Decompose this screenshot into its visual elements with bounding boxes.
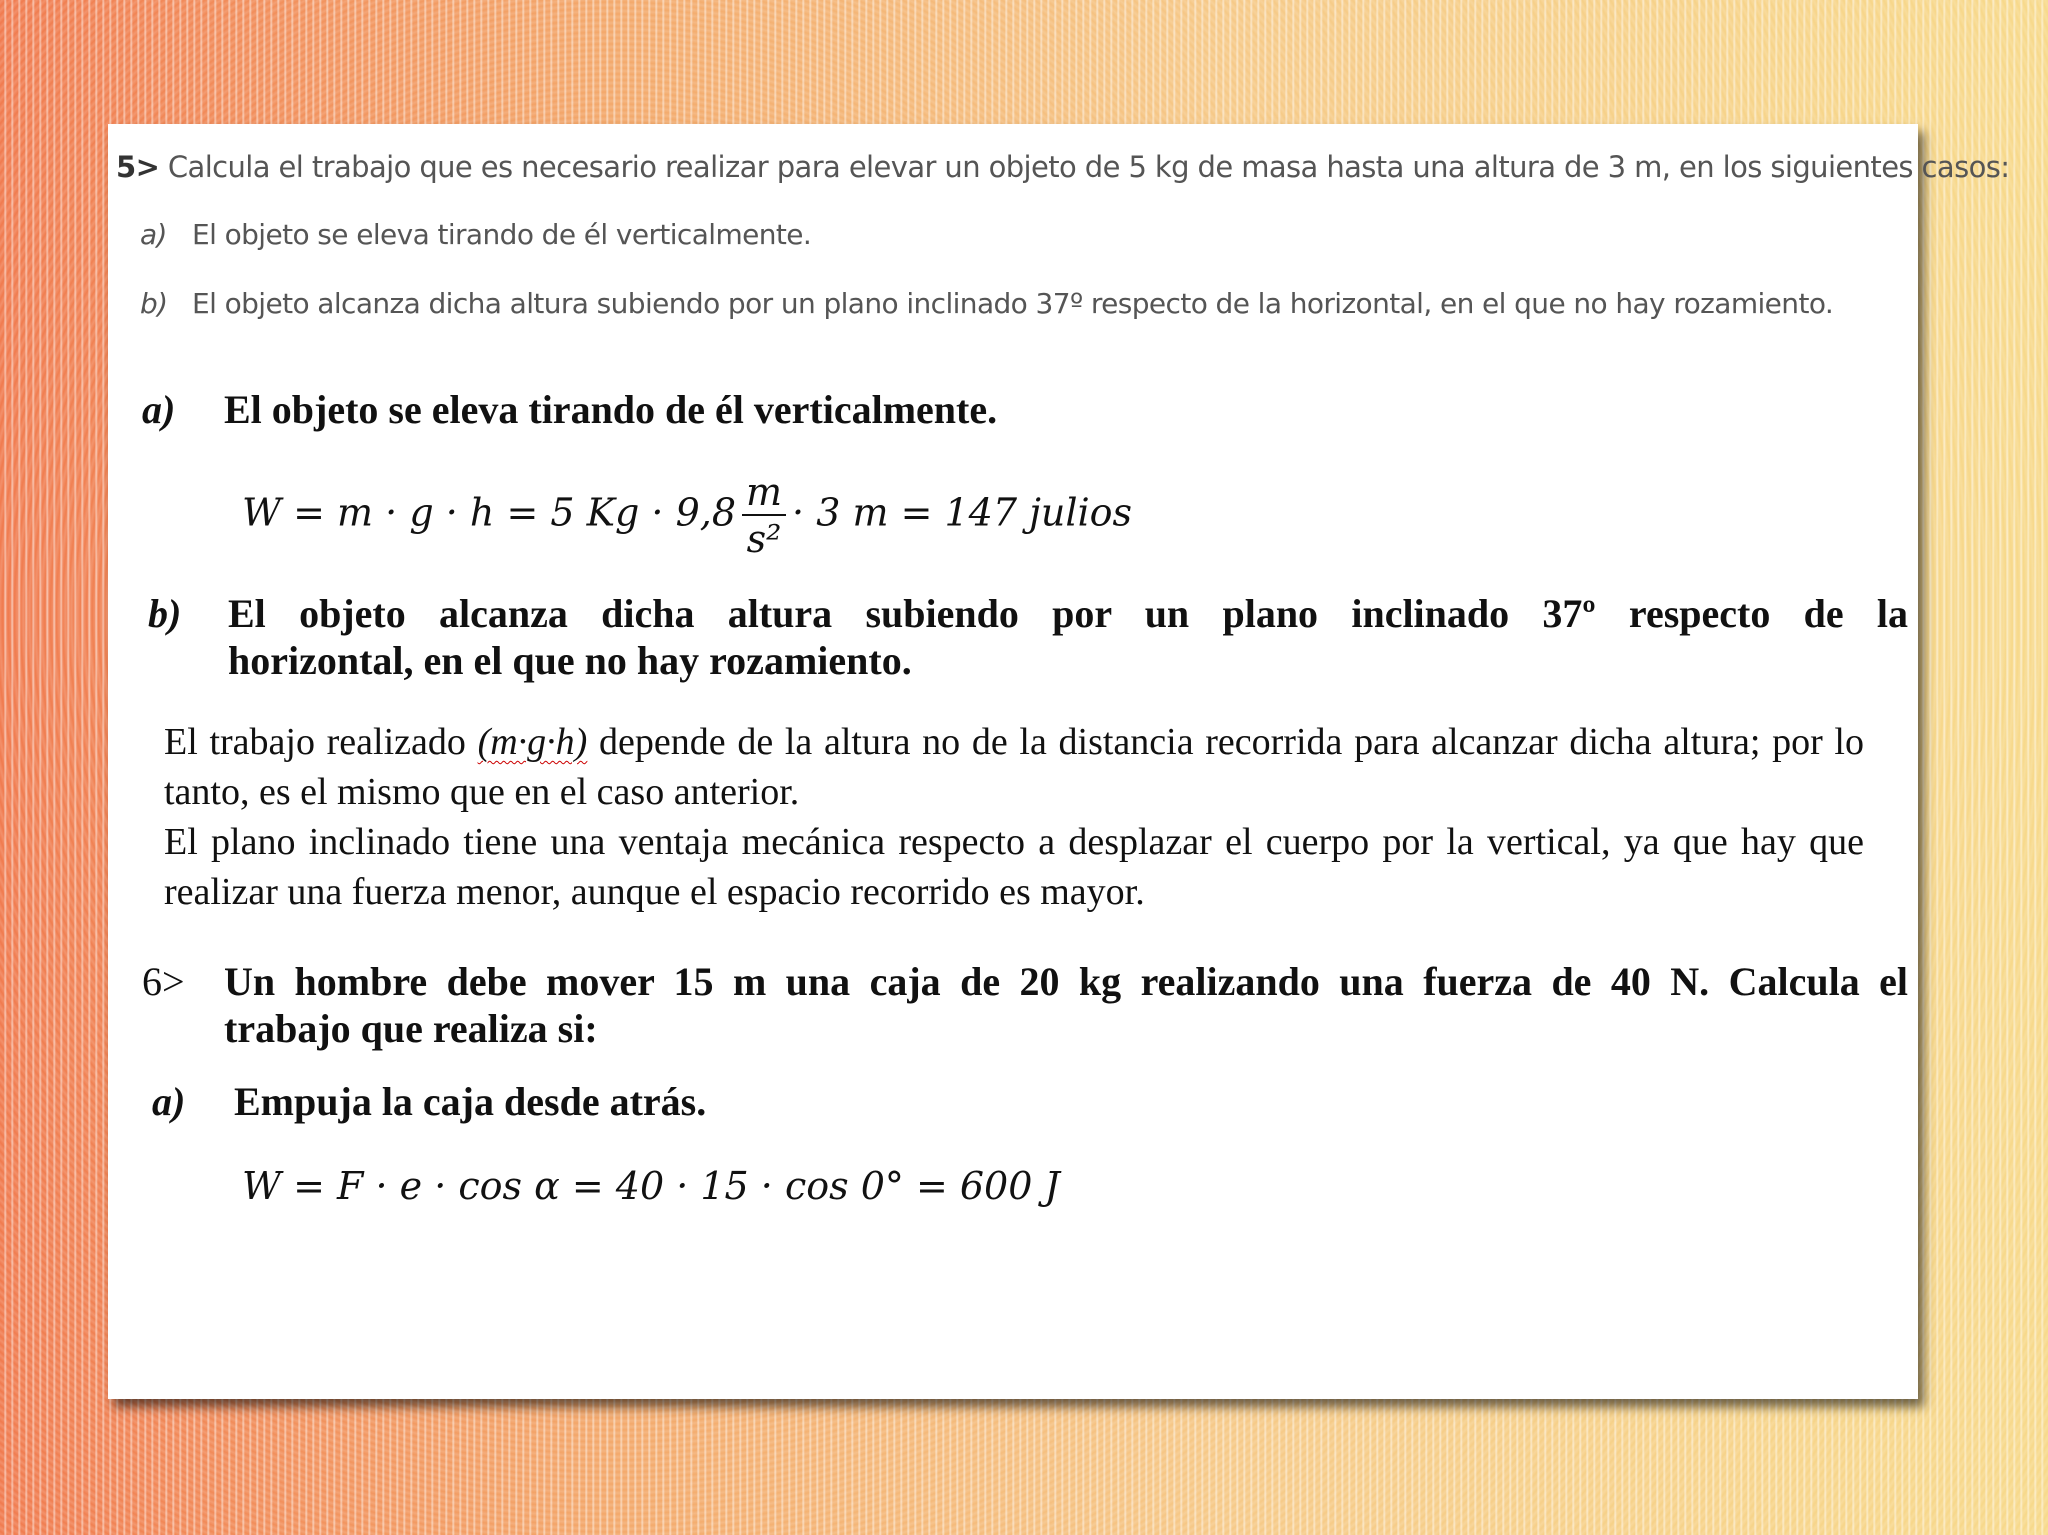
fraction-denominator: s² <box>746 517 782 561</box>
problem6-line1: Un hombre debe mover 15 m una caja de 20 kg realizando una fuerza de 40 N. Calcula el <box>224 959 1908 1004</box>
problem5-case-b-label: b) <box>140 287 168 320</box>
problem6-case-a-heading <box>152 1078 706 1125</box>
problem5-case-a <box>140 218 811 251</box>
solution-b-explanation <box>164 717 1864 917</box>
problem5-case-b <box>140 287 1833 320</box>
problem6-formula <box>242 1164 1060 1208</box>
solution-b-heading-line1: El objeto alcanza dicha altura subiendo por un plano inclinado 37º respecto de la <box>228 591 1908 636</box>
problem6-case-a-label: a) <box>152 1079 186 1124</box>
document-sheet <box>108 124 2010 1399</box>
para1-after: depende de la altura no de la distancia recorrida para alcanzar dicha altura; por lo tanto, es el mismo que en el caso anterior. <box>164 721 1864 813</box>
problem6-statement <box>142 958 1908 1052</box>
problem5-text: Calcula el trabajo que es necesario realizar para elevar un objeto de 5 kg de masa hasta una altura de 3 m, en los siguientes casos: <box>167 150 2010 184</box>
fraction-numerator: m <box>742 470 786 516</box>
problem5-statement <box>116 150 2009 184</box>
solution-a-formula <box>242 470 1132 562</box>
solution-a-fraction <box>742 470 786 562</box>
solution-a-heading <box>142 386 997 433</box>
solution-b-paragraph-2: El plano inclinado tiene una ventaja mecánica respecto a desplazar el cuerpo por la vertical, ya que hay que realizar una fuerza menor, aunque el espacio recorrido es mayor. <box>164 821 1864 913</box>
solution-b-heading-line2: horizontal, en el que no hay rozamiento. <box>228 638 912 683</box>
problem6-formula-text: W = F · e · cos α = 40 · 15 · cos 0° = 600 J <box>242 1164 1060 1208</box>
problem5-case-a-text: El objeto se eleva tirando de él verticalmente. <box>192 218 812 251</box>
problem5-number: 5> <box>116 150 160 184</box>
solution-b-label: b) <box>148 591 182 636</box>
solution-b-heading <box>148 590 1908 684</box>
problem6-line2: trabajo que realiza si: <box>224 1006 598 1051</box>
solution-a-heading-text: El objeto se eleva tirando de él verticalmente. <box>224 387 998 432</box>
solution-a-label: a) <box>142 387 176 432</box>
solution-a-formula-left: W = m · g · h = 5 Kg · 9,8 <box>242 490 736 535</box>
para1-before: El trabajo realizado <box>164 721 478 763</box>
problem6-case-a-text: Empuja la caja desde atrás. <box>234 1079 707 1124</box>
problem5-case-b-text: El objeto alcanza dicha altura subiendo por un plano inclinado 37º respecto de la horizontal, en el que no hay rozamiento. <box>192 287 1834 320</box>
problem6-number: 6> <box>142 959 185 1004</box>
solution-b-paragraph-1 <box>164 717 1864 817</box>
solution-a-formula-right: · 3 m = 147 julios <box>792 490 1133 535</box>
para1-formula: (m·g·h) <box>477 721 588 763</box>
problem5-case-a-label: a) <box>140 218 167 251</box>
